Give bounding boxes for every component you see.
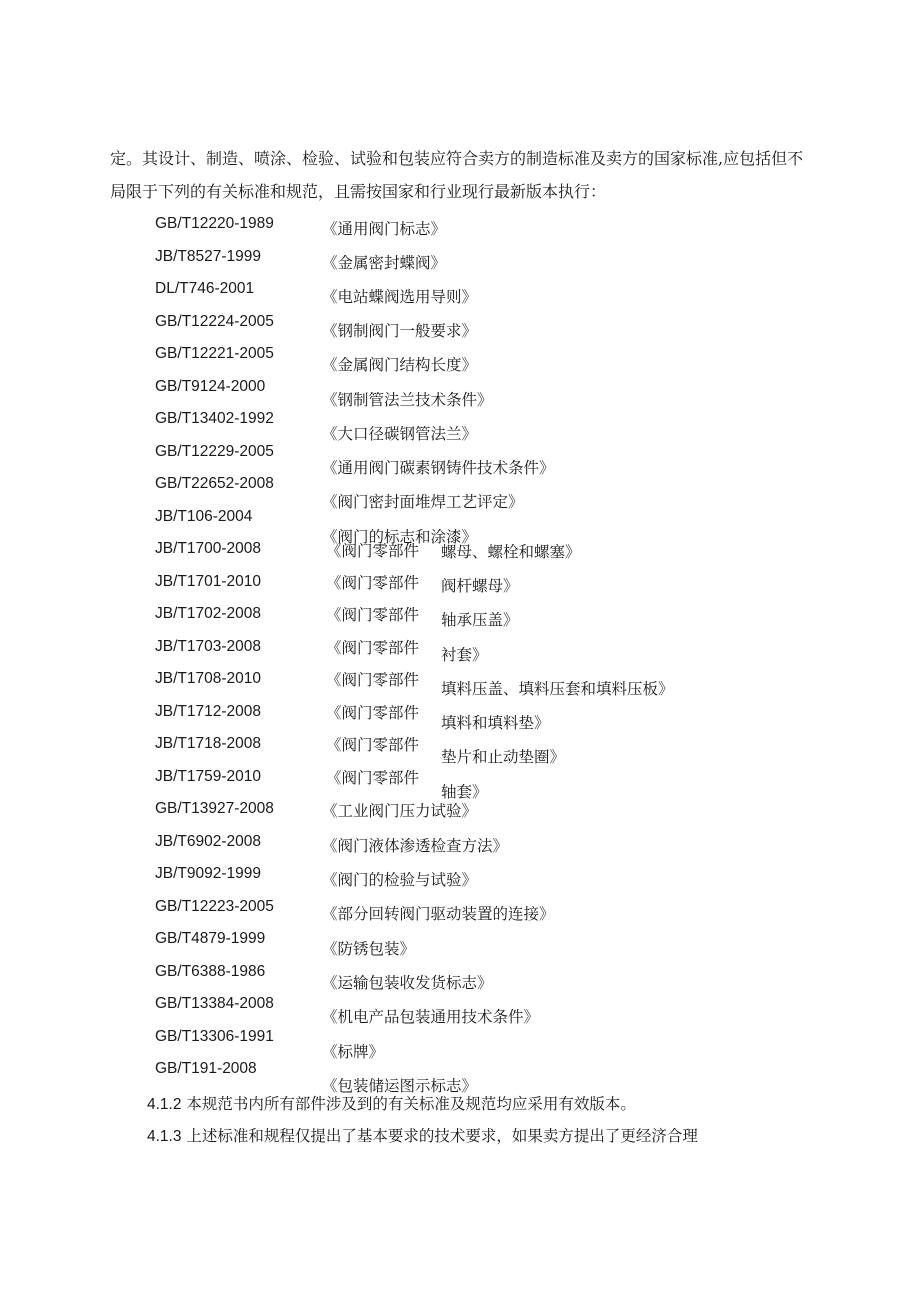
standard-code: GB/T12223-2005 — [155, 898, 274, 915]
standard-title: 《大口径碳钢管法兰》 — [322, 425, 478, 443]
standard-code: GB/T12221-2005 — [155, 345, 274, 362]
valve-parts-subtitle: 填料压盖、填料压套和填料压板》 — [441, 680, 674, 698]
standard-code: JB/T1708-2010 — [155, 670, 261, 687]
standard-title: 《阀门密封面堆焊工艺评定》 — [322, 493, 524, 511]
valve-parts-label: 《阀门零部件 — [326, 736, 420, 754]
standard-code: JB/T9092-1999 — [155, 865, 261, 882]
valve-parts-subtitle: 衬套》 — [441, 646, 488, 664]
standard-title: 《电站蝶阀选用导则》 — [322, 288, 478, 306]
clause-4-1-3 — [147, 1124, 698, 1146]
valve-parts-label: 《阀门零部件 — [326, 769, 420, 787]
standard-code: GB/T13384-2008 — [155, 995, 274, 1012]
valve-parts-subtitle: 螺母、螺栓和螺塞》 — [441, 543, 581, 561]
clause-4-1-2 — [147, 1092, 636, 1114]
standard-title: 《阀门液体渗透检查方法》 — [322, 837, 509, 855]
standard-code: JB/T1701-2010 — [155, 573, 261, 590]
standard-title: 《金属阀门结构长度》 — [322, 356, 478, 374]
standard-code: GB/T13306-1991 — [155, 1028, 274, 1045]
valve-parts-label: 《阀门零部件 — [326, 542, 420, 560]
standard-code: GB/T13402-1992 — [155, 410, 274, 427]
valve-parts-subtitle: 轴套》 — [441, 783, 488, 801]
standard-code: GB/T22652-2008 — [155, 475, 274, 492]
clause-text: 本规范书内所有部件涉及到的有关标准及规范均应采用有效版本。 — [186, 1095, 636, 1113]
standard-title: 《机电产品包装通用技术条件》 — [322, 1008, 540, 1026]
standard-code: GB/T12220-1989 — [155, 215, 274, 232]
standard-code: JB/T8527-1999 — [155, 248, 261, 265]
standard-code: DL/T746-2001 — [155, 280, 255, 297]
valve-parts-label: 《阀门零部件 — [326, 606, 420, 624]
standard-code: JB/T1712-2008 — [155, 703, 261, 720]
standard-code: GB/T12229-2005 — [155, 443, 274, 460]
valve-parts-subtitle: 填料和填料垫》 — [441, 714, 550, 732]
standard-code: JB/T1700-2008 — [155, 540, 261, 557]
standard-title: 《钢制管法兰技术条件》 — [322, 391, 493, 409]
standard-title: 《运输包装收发货标志》 — [322, 974, 493, 992]
valve-parts-label: 《阀门零部件 — [326, 671, 420, 689]
standard-code: GB/T6388-1986 — [155, 963, 266, 980]
standard-title: 《通用阀门标志》 — [322, 220, 447, 238]
standard-code: GB/T12224-2005 — [155, 313, 274, 330]
valve-parts-label: 《阀门零部件 — [326, 639, 420, 657]
standard-code: JB/T1718-2008 — [155, 735, 261, 752]
valve-parts-subtitle: 阀杆螺母》 — [441, 577, 519, 595]
standard-code: JB/T1703-2008 — [155, 638, 261, 655]
clause-number: 4.1.3 — [147, 1128, 182, 1145]
standard-title: 《钢制阀门一般要求》 — [322, 322, 478, 340]
standard-code: GB/T191-2008 — [155, 1060, 257, 1077]
standard-code: GB/T9124-2000 — [155, 378, 266, 395]
standard-title: 《阀门的标志和涂漆》 — [322, 528, 478, 546]
standard-code: JB/T106-2004 — [155, 508, 253, 525]
valve-parts-subtitle: 轴承压盖》 — [441, 611, 519, 629]
standard-title: 《防锈包装》 — [322, 940, 416, 958]
standard-title: 《通用阀门碳素钢铸件技术条件》 — [322, 459, 555, 477]
standard-title: 《部分回转阀门驱动装置的连接》 — [322, 905, 555, 923]
intro-paragraph: 定。其设计、制造、喷涂、检验、试验和包装应符合卖方的制造标准及卖方的国家标准,应包括但不局限于下列的有关标准和规范，且需按国家和行业现行最新版本执行： — [110, 149, 804, 201]
standard-code: JB/T1759-2010 — [155, 768, 261, 785]
valve-parts-label: 《阀门零部件 — [326, 574, 420, 592]
standard-code: JB/T6902-2008 — [155, 833, 261, 850]
clause-text: 上述标准和规程仅提出了基本要求的技术要求，如果卖方提出了更经济合理 — [186, 1127, 698, 1145]
standard-title: 《金属密封蝶阀》 — [322, 254, 447, 272]
standard-title: 《包装储运图示标志》 — [322, 1077, 478, 1095]
valve-parts-label: 《阀门零部件 — [326, 704, 420, 722]
standard-code: GB/T13927-2008 — [155, 800, 274, 817]
standard-code: GB/T4879-1999 — [155, 930, 266, 947]
standard-title: 《标牌》 — [322, 1043, 385, 1061]
standard-title: 《工业阀门压力试验》 — [322, 802, 478, 820]
standard-code: JB/T1702-2008 — [155, 605, 261, 622]
clause-number: 4.1.2 — [147, 1096, 182, 1113]
valve-parts-subtitle: 垫片和止动垫圈》 — [441, 748, 566, 766]
standard-title: 《阀门的检验与试验》 — [322, 871, 478, 889]
